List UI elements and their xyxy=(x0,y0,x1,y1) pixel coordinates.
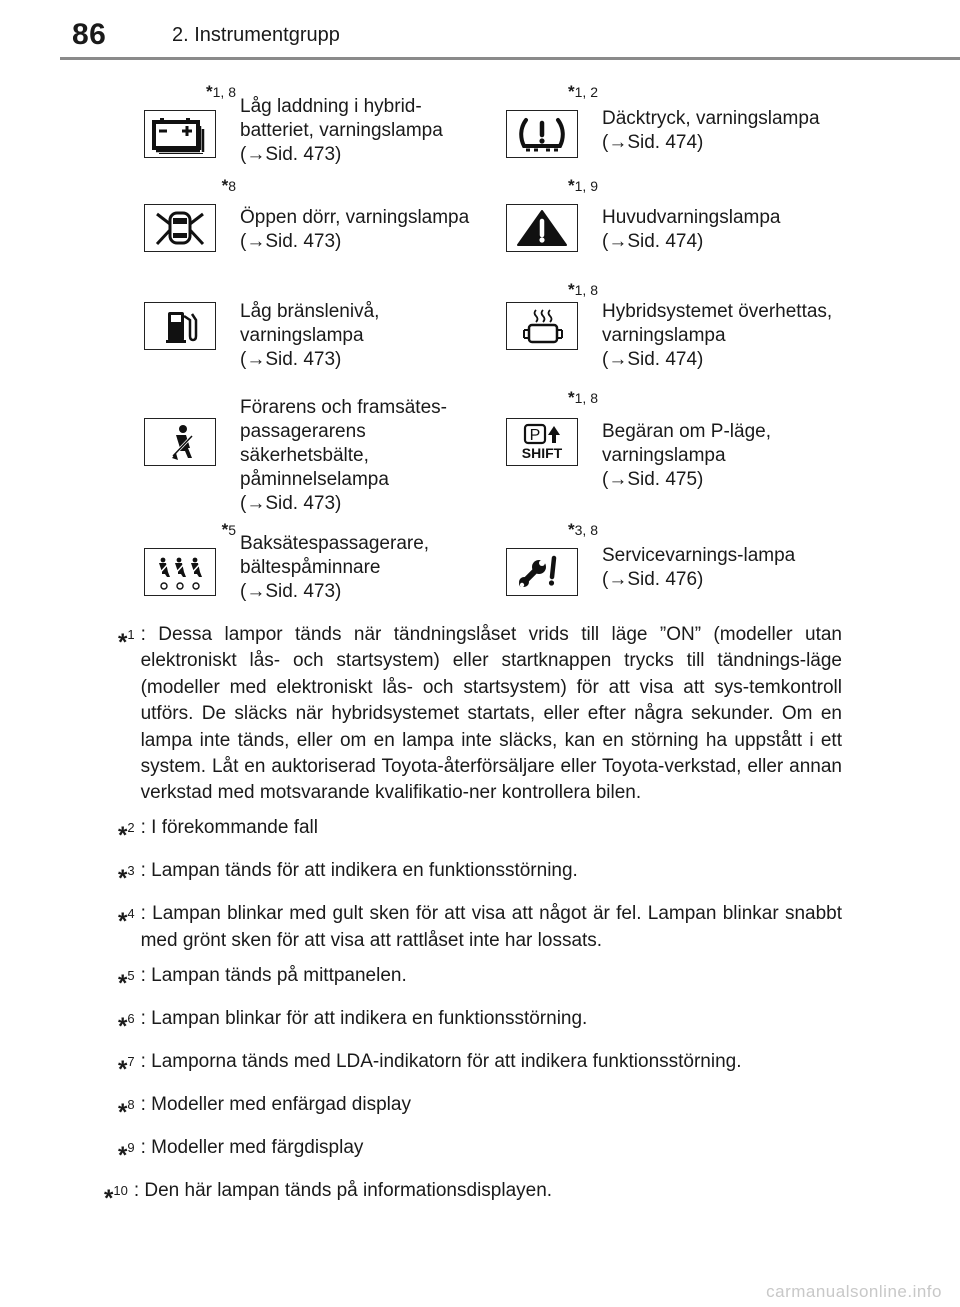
tire-pressure-icon xyxy=(506,110,578,158)
lamp-description: Öppen dörr, varningslampa (→Sid. 473) xyxy=(240,207,470,252)
footnote-item: *$^4$ : Lampan blinkar med gult sken för att visa att något är fel. Lampan blinkar snabbt med grönt sken för att visa att rattlåset inte har lossats. xyxy=(104,901,842,954)
footnote-list xyxy=(104,622,842,1221)
lamp-note: *3, 8 xyxy=(568,520,598,539)
lamp-note: *8 xyxy=(221,176,236,195)
lamp-description: Begäran om P-läge, varningslampa (→Sid. 475) xyxy=(602,421,771,490)
page-number: 86 xyxy=(72,18,107,51)
footnote-text: : Lamporna tänds med LDA-indikatorn för att indikera funktionsstörning. xyxy=(140,1050,742,1072)
p-shift-icon-p-letter: P xyxy=(529,427,541,444)
open-door-icon xyxy=(144,204,216,252)
footnote-text: : Lampan tänds för att indikera en funktionsstörning. xyxy=(140,860,578,882)
lamp-entry-battery xyxy=(118,84,480,178)
lamp-row xyxy=(118,522,842,614)
rear-seatbelt-icon xyxy=(144,548,216,596)
footnote-text: : Modeller med färgdisplay xyxy=(140,1136,364,1158)
p-shift-icon-shift-text: SHIFT xyxy=(521,445,563,461)
section-title: 2. Instrumentgrupp xyxy=(172,24,340,46)
lamp-note: *1, 8 xyxy=(568,280,598,299)
header-divider xyxy=(60,57,960,60)
lamp-entry-open-door xyxy=(118,178,480,282)
lamp-description: Hybridsystemet överhettas, varningslampa (→Sid. 474) xyxy=(602,301,833,370)
lamp-entry-service-warning xyxy=(480,522,842,614)
footnote-item: *$^8$ : Modeller med enfärgad display xyxy=(118,1093,411,1126)
lamp-entry-tire-pressure xyxy=(480,84,842,178)
lamp-row xyxy=(118,178,842,282)
lamp-entry-p-shift xyxy=(480,390,842,522)
lamp-description: Låg laddning i hybrid-batteriet, varningslampa (→Sid. 473) xyxy=(240,96,443,165)
footnote-item: *$^5$ : Lampan tänds på mittpanelen. xyxy=(118,964,407,997)
seatbelt-icon xyxy=(144,418,216,466)
footnote-text: : Den här lampan tänds på informationsdisplayen. xyxy=(133,1179,553,1201)
lamp-entry-master-warning xyxy=(480,178,842,282)
footnote-text: : I förekommande fall xyxy=(140,817,318,839)
footnote-item: *$^1$ : Dessa lampor tänds när tändningslåset vrids till läge ”ON” (modeller utan elektroniskt lås- och startsystem) eller startknappen trycks till tändnings-läge (modeller med elektroniskt lås- och startsystem) för att visa att sys-temkontroll utförs. De släcks när hybridsystemet startats, eller efter några sekunder. Om en lampa inte tänds, eller om en lampa inte släcks, kan en störning ha uppstått i ett system. Låt en auktoriserad Toyota-återförsäljare eller Toyota-verkstad, eller annan verkstad med motsvarande kvalifikatio-ner kontrollera bilen. xyxy=(104,622,842,807)
page-header xyxy=(0,0,960,58)
service-warning-icon xyxy=(506,548,578,596)
lamp-entry-hybrid-overheat xyxy=(480,282,842,390)
footnote-item: *$^7$ : Lamporna tänds med LDA-indikatorn för att indikera funktionsstörning. xyxy=(118,1050,742,1083)
lamp-description: Förarens och framsätes-passagerarens säkerhetsbälte, påminnelselampa (→Sid. 473) xyxy=(240,397,447,514)
battery-icon xyxy=(144,110,216,158)
footnote-item: *$^3$ : Lampan tänds för att indikera en funktionsstörning. xyxy=(118,860,578,893)
footnote-item: *$^9$ : Modeller med färgdisplay xyxy=(118,1136,364,1169)
footnote-text: : Lampan blinkar för att indikera en funktionsstörning. xyxy=(140,1007,588,1029)
footnote-text: : Modeller med enfärgad display xyxy=(140,1093,411,1115)
lamp-note: *1, 9 xyxy=(568,176,598,195)
lamp-note: *5 xyxy=(221,520,236,539)
lamp-note: *1, 8 xyxy=(206,82,236,101)
footnote-item: *$^2$ : I förekommande fall xyxy=(118,817,318,850)
lamp-row xyxy=(118,282,842,390)
warning-lamp-table xyxy=(118,84,842,614)
footnote-text: : Lampan tänds på mittpanelen. xyxy=(140,964,407,986)
p-shift-icon xyxy=(506,418,578,466)
footnote-item: *$^{10}$ : Den här lampan tänds på informationsdisplayen. xyxy=(104,1179,553,1212)
footnote-text: : Dessa lampor tänds när tändningslåset vrids till läge ”ON” (modeller utan elektroniskt lås- och startsystem) eller startknappen trycks till tändnings-läge (modeller med elektroniskt lås- och startsystem) för att visa att sys-temkontroll utförs. De släcks när hybridsystemet startats, eller efter några sekunder. Om en lampa inte tänds, eller om en lampa inte släcks, kan en störning ha uppstått i ett system. Låt en auktoriserad Toyota-återförsäljare eller Toyota-verkstad, eller annan verkstad med motsvarande kvalifikatio-ner kontrollera bilen. xyxy=(140,624,842,804)
lamp-entry-fuel xyxy=(118,282,480,390)
lamp-description: Huvudvarningslampa (→Sid. 474) xyxy=(602,207,781,252)
footnote-item: *$^6$ : Lampan blinkar för att indikera en funktionsstörning. xyxy=(118,1007,588,1040)
lamp-entry-seatbelt xyxy=(118,390,480,522)
hybrid-overheat-icon xyxy=(506,302,578,350)
lamp-note: *1, 2 xyxy=(568,82,598,101)
lamp-description: Låg bränslenivå, varningslampa (→Sid. 473) xyxy=(240,301,380,370)
footnote-text: : Lampan blinkar med gult sken för att visa att något är fel. Lampan blinkar snabbt med grönt sken för att visa att rattlåset inte har lossats. xyxy=(140,903,842,951)
lamp-entry-rear-seatbelt xyxy=(118,522,480,614)
lamp-row xyxy=(118,84,842,178)
watermark: carmanualsonline.info xyxy=(766,1282,942,1301)
lamp-description: Baksätespassagerare, bältespåminnare (→Sid. 473) xyxy=(240,533,430,602)
lamp-description: Servicevarnings-lampa (→Sid. 476) xyxy=(602,545,796,590)
lamp-note: *1, 8 xyxy=(568,388,598,407)
fuel-icon xyxy=(144,302,216,350)
master-warning-icon xyxy=(506,204,578,252)
lamp-row xyxy=(118,390,842,522)
lamp-description: Däcktryck, varningslampa (→Sid. 474) xyxy=(602,108,820,153)
